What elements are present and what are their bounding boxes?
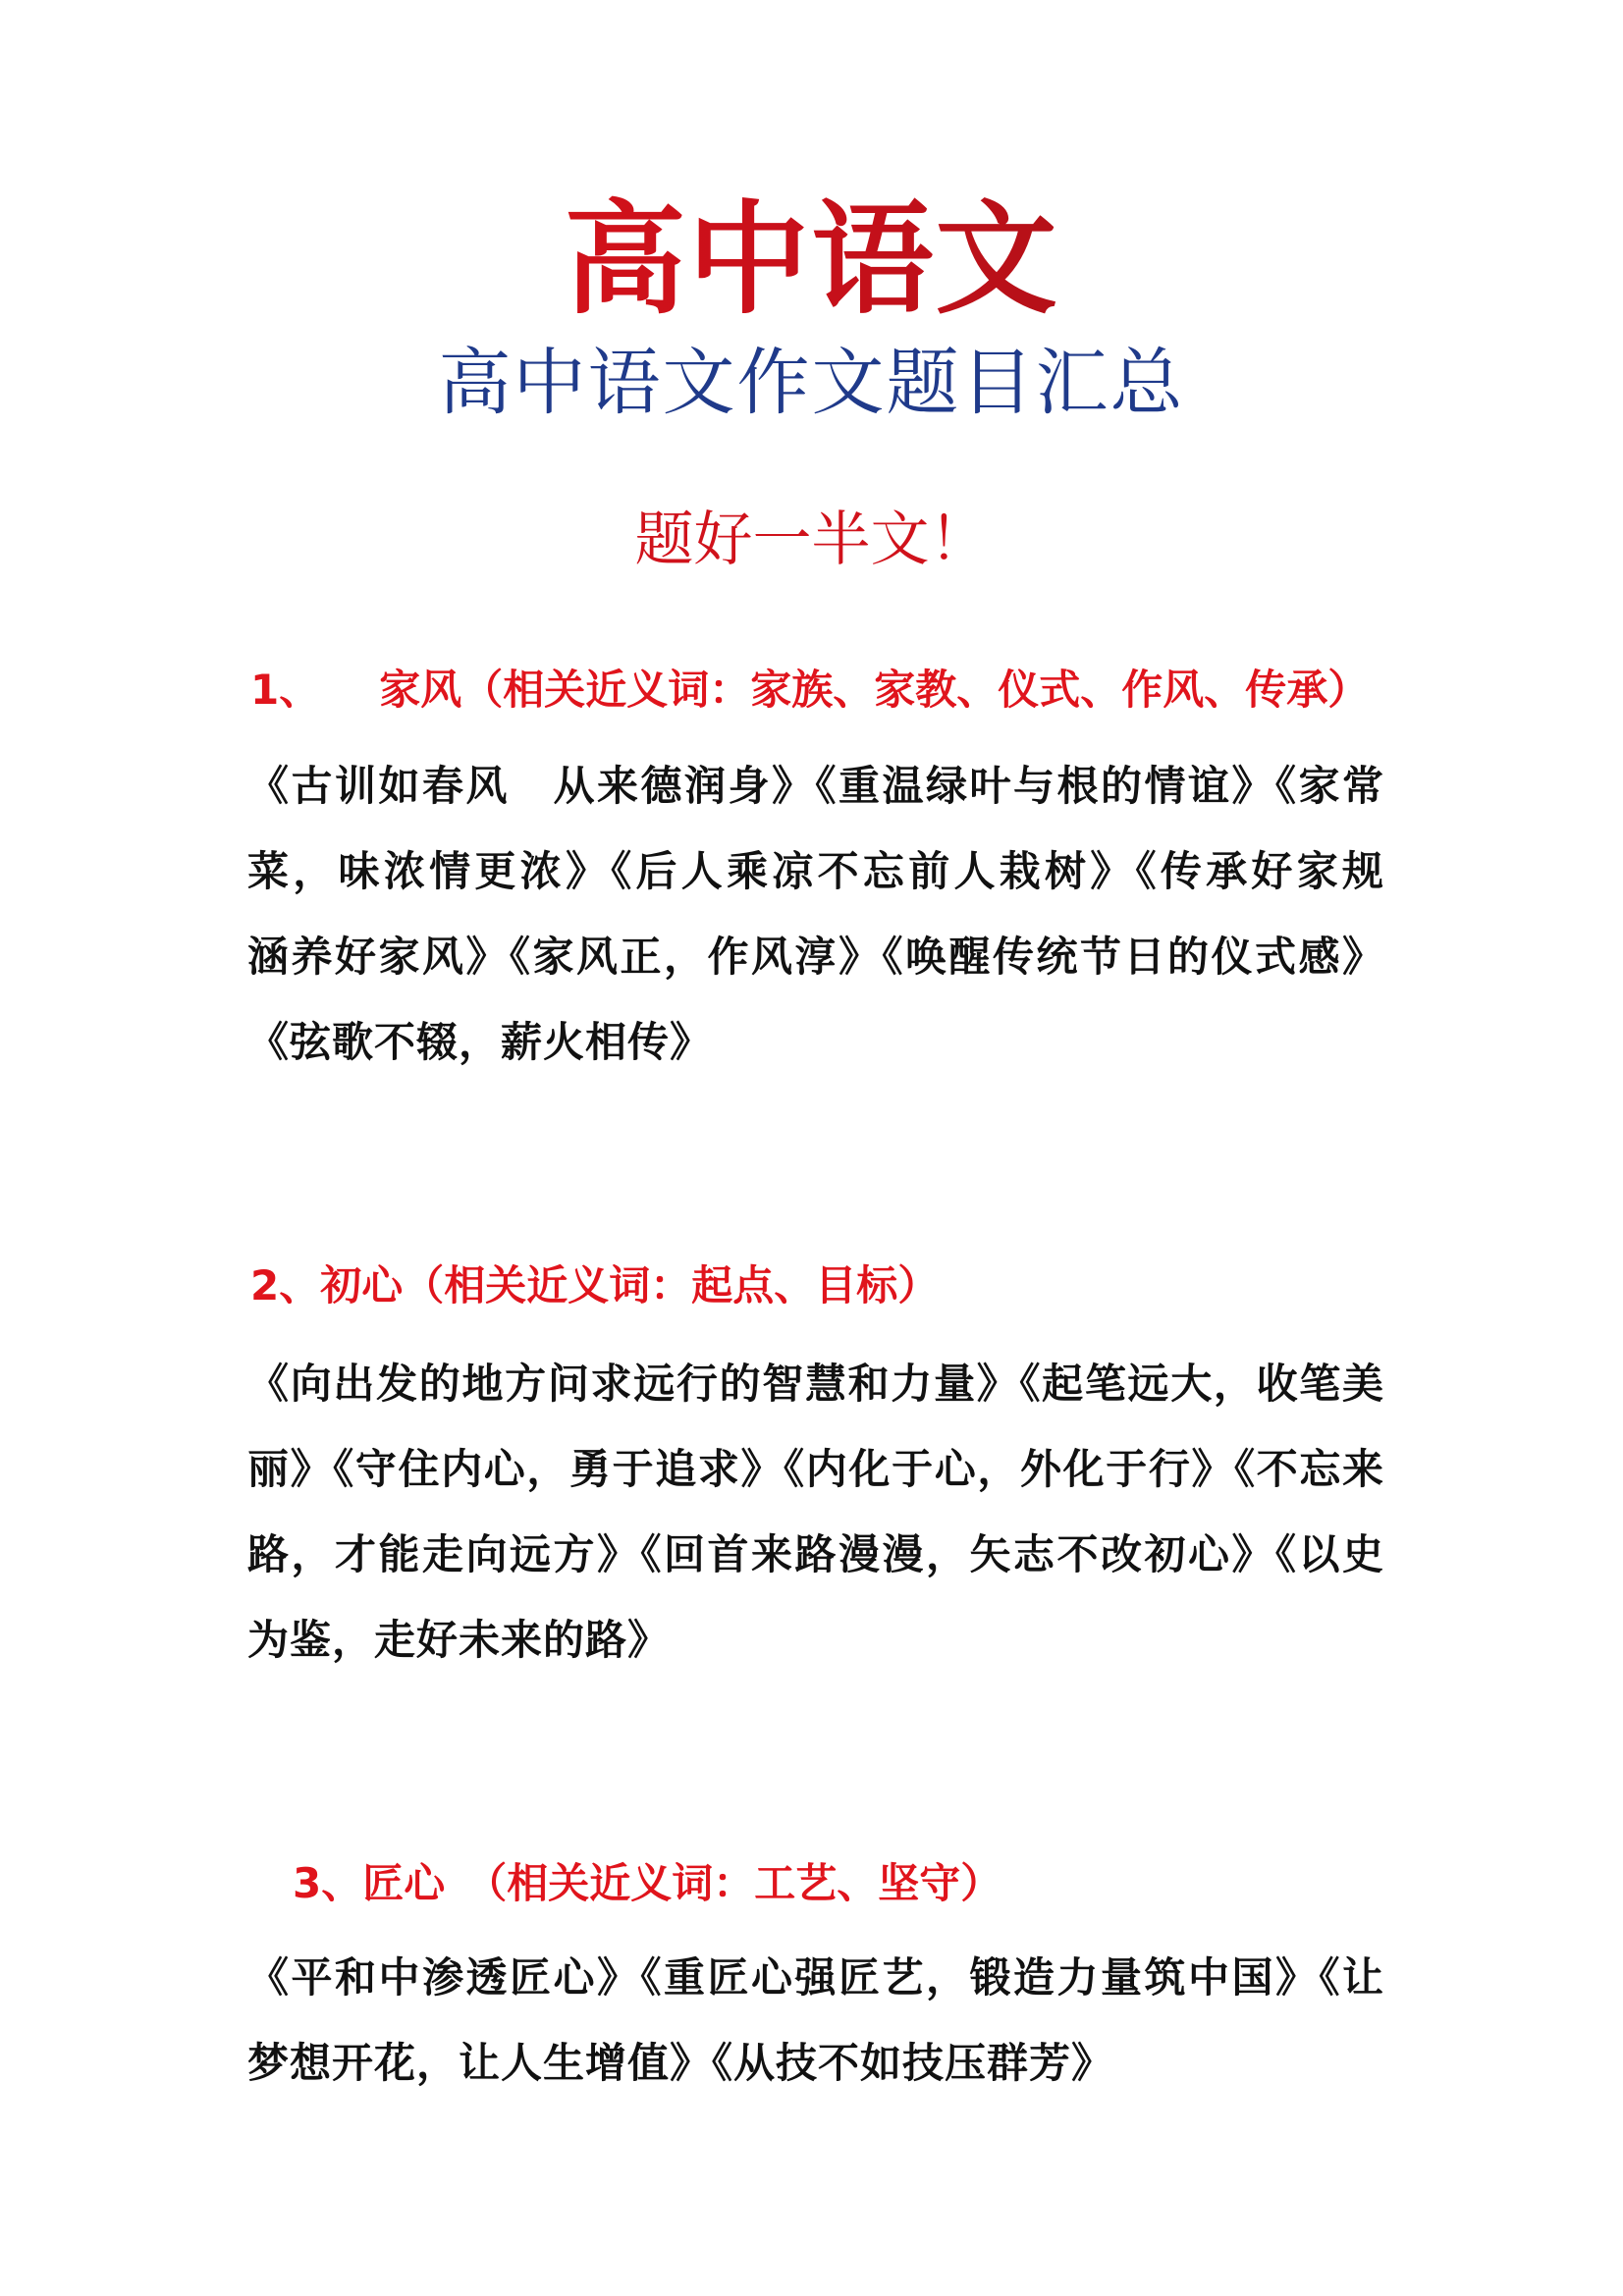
- section-body-family-style: 《古训如春风 从来德润身》《重温绿叶与根的情谊》《家常菜，味浓情更浓》《后人乘凉不忘前人栽树》《传承好家规 涵养好家风》《家风正，作风淳》《唤醒传统节日的仪式感》《弦歌不辍，薪火相传》: [247, 762, 1428, 1066]
- section-heading-craftsmanship: 3、匠心 （相关近义词：工艺、坚守）: [293, 1859, 1002, 1907]
- page-subtitle: 高中语文作文题目汇总: [438, 341, 1185, 425]
- page-title: 高中语文: [0, 191, 1623, 329]
- section-heading-family-style: [250, 661, 1369, 720]
- section-body-original-aspiration: 《向出发的地方问求远行的智慧和力量》《起笔远大，收笔美丽》《守住内心，勇于追求》《内化于心，外化于行》《不忘来路，才能走向远方》《回首来路漫漫，矢志不改初心》《以史为鉴，走好未来的路》: [247, 1360, 1384, 1664]
- section-heading-text: 家风（相关近义词：家族、家教、仪式、作风、传承）: [379, 666, 1370, 714]
- slogan: 题好一半文！: [634, 506, 989, 574]
- section-body-craftsmanship: 《平和中渗透匠心》《重匠心强匠艺，锻造力量筑中国》《让梦想开花，让人生增值》《从技不如技压群芳》: [247, 1953, 1384, 2087]
- section-heading-original-aspiration: 2、初心（相关近义词：起点、目标）: [250, 1261, 940, 1309]
- section-number: 1、: [250, 666, 321, 714]
